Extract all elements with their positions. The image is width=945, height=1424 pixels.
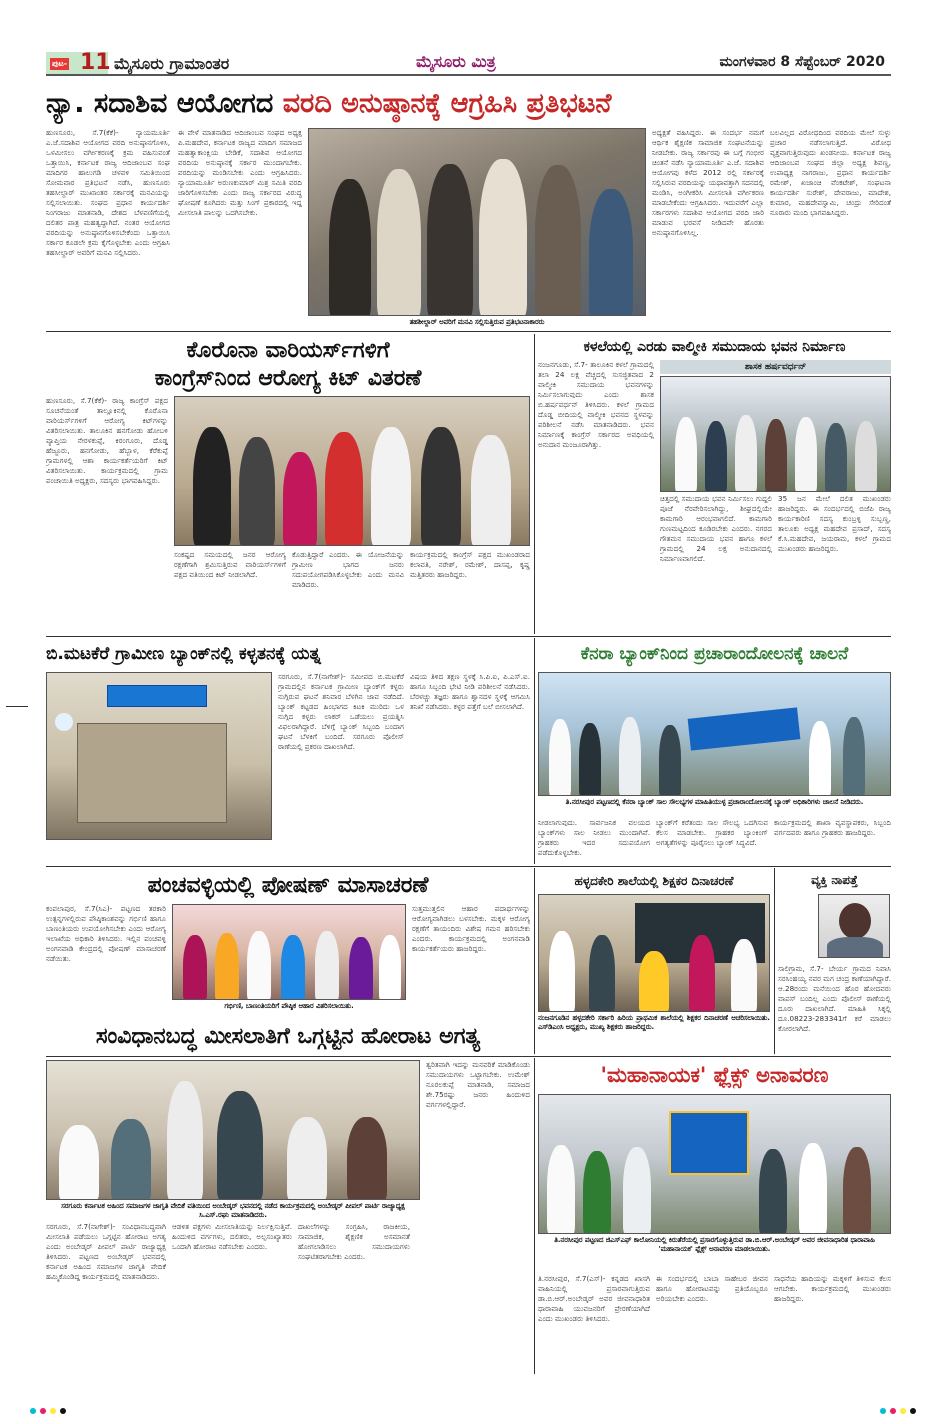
lead-headline bbox=[46, 84, 891, 124]
canara-headline: ಕೆನರಾ ಬ್ಯಾಂಕ್‌ನಿಂದ ಪ್ರಚಾರಾಂದೋಲನಕ್ಕೆ ಚಾಲನೆ bbox=[580, 644, 849, 664]
lead-photo bbox=[308, 128, 646, 316]
divider bbox=[774, 868, 775, 1054]
registration-dot bbox=[60, 1408, 66, 1414]
registration-dot bbox=[890, 1408, 896, 1414]
canara-photo-caption: ತಿ.ನರಸೀಪುರ ಪಟ್ಟಣದಲ್ಲಿ ಕೆನರಾ ಬ್ಯಾಂಕ್ ಸಾಲ ಸೌಲಭ್ಯಗಳ ಮಾಹಿತಿಯುಳ್ಳ ಪ್ರಚಾರಾಂದೋಲನಕ್ಕೆ ಬ್ಯಾಂಕ್ ಅಧಿಕಾರಿಗಳು ಚಾಲನೆ ನೀಡಿದರು. bbox=[565, 798, 864, 806]
registration-dot bbox=[900, 1408, 906, 1414]
canara-photo bbox=[538, 672, 891, 796]
page-number-badge bbox=[46, 50, 111, 75]
flex-photo-caption: ತಿ.ನರಸೀಪುರ ಪಟ್ಟಣದ ಜಿಎಸ್‌ಎಫ್ ಕಾಲೋನಿಯಲ್ಲಿ ಕಿರುತೆರೆಯಲ್ಲಿ ಪ್ರಸಾರಗೊಳ್ಳುತ್ತಿರುವ ಡಾ.ಬಿ.ಆರ್.ಅಂಬೇಡ್ಕರ್ ಅವರ ಜೀವನಾಧಾರಿತ ಧಾರಾವಾಹಿ 'ಮಹಾನಾಯಕ' ಫ್ಲೆಕ್ಸ್ ಅನಾವರಣ ಮಾಡಲಾಯಿತು. bbox=[554, 1236, 875, 1253]
corona-col-bottom3: ಕಾರ್ಯಕ್ರಮದಲ್ಲಿ ಕಾಂಗ್ರೆಸ್ ಪಕ್ಷದ ಮುಖಂಡರಾದ ಕಲಾವತಿ, ನರೇಶ್, ರಮೇಶ್, ದಾಸಪ್ಪ, ಕೃಷ್ಣ ಮತ್ತಿತರರು ಹಾಜರಿದ್ದರು. bbox=[410, 550, 530, 579]
page-num: 11 bbox=[80, 50, 111, 75]
divider bbox=[534, 1058, 535, 1374]
reservation-photo-caption: ಸರಗೂರು ಕರ್ನಾಟಕ ಅಹಿಂದ ಸಮಾಜಗಳ ಜಾಗೃತಿ ವೇದಿಕೆ ವತಿಯಿಂದ ಅಂಬೇಡ್ಕರ್ ಭವನದಲ್ಲಿ ನಡೆದ ಕಾರ್ಯಕ್ರಮದಲ್ಲಿ ಅಂಬೇಡ್ಕರ್ ಪೀಪಲ್ ಪಾರ್ಟಿ ರಾಜ್ಯಾಧ್ಯಕ್ಷ ಸಿ.ಎಸ್.ರಘು ಮಾತನಾಡಿದರು. bbox=[61, 1202, 405, 1219]
missing-text: ಸಾಲಿಗ್ರಾಮ, ಸೆ.7- ಬೇರ್ಯ ಗ್ರಾಮದ ನಿವಾಸಿ ಸರಸಿಂಹಯ್ಯ ನವರ ಮಗ ಚಂದ್ರ ಕಾಣೆಯಾಗಿದ್ದಾರೆ. ಆ.28ರಂದು ಮನೆಯಿಂದ ಹೊರ ಹೋದವರು ವಾಪಸ್ ಬಂದಿಲ್ಲ ಎಂದು ಪೊಲೀಸ್ ಠಾಣೆಯಲ್ಲಿ ದೂರು ದಾಖಲಾಗಿದೆ. ಮಾಹಿತಿ ಸಿಕ್ಕಲ್ಲಿ ದೂ.08223-283341ಗೆ ಕರೆ ಮಾಡಲು ಕೋರಲಾಗಿದೆ. bbox=[778, 964, 891, 1033]
poshan-headline: ಪಂಚವಳ್ಳಿಯಲ್ಲಿ ಪೋಷಣ್ ಮಾಸಾಚರಣೆ bbox=[147, 873, 429, 898]
reservation-col-right: ತ್ವರಿತವಾಗಿ ಇದನ್ನು ಮನವರಿಕೆ ಮಾಡಿಕೊಂಡು ಸಮುದಾಯಗಳು ಒಟ್ಟಾಗಬೇಕು. ಉಮೇಶ್ ನೂರಲಕುಪ್ಪೆ ಮಾತನಾಡಿ, ಸಮಾಜದ ಶೇ.75ರಷ್ಟು ಜನರು ಹಿಂದುಳಿದ ವರ್ಗಗಳಲ್ಲಿದ್ದಾರೆ. bbox=[426, 1060, 530, 1109]
poshan-col1: ಕಂಪಲಾಪುರ, ಸೆ.7(ಸಿಎ)- ಪಟ್ಟಣದ ತರಕಾರಿ ಉತ್ಪನ್ನಗಳಲ್ಲಿರುವ ಪೌಷ್ಠಿಕಾಂಶವನ್ನು ಗರ್ಭಿಣಿ ಹಾಗೂ ಬಾಣಂತಿಯರು ಉಪಯೋಗಿಸಬೇಕು ಎಂದು ಆರೋಗ್ಯ ಇಲಾಖೆಯ ಅಧಿಕಾರಿ ತಿಳಿಸಿದರು. ಇಲ್ಲಿನ ಪಂಚವಳ್ಳಿ ಅಂಗನವಾಡಿ ಕೇಂದ್ರದಲ್ಲಿ ಪೋಷಣ್ ಮಾಸಾಚರಣೆ ನಡೆಯಿತು. bbox=[46, 904, 166, 963]
section-name: ಮೈಸೂರು ಗ್ರಾಮಾಂತರ bbox=[114, 54, 230, 73]
missing-headline: ವ್ಯಕ್ತಿ ನಾಪತ್ತೆ bbox=[811, 873, 858, 887]
issue-date: ಮಂಗಳವಾರ 8 ಸೆಪ್ಟೆಂಬರ್ 2020 bbox=[719, 54, 885, 70]
lead-headline-part1: ನ್ಯಾ. ಸದಾಶಿವ ಆಯೋಗದ bbox=[46, 88, 283, 119]
flex-photo bbox=[538, 1094, 891, 1234]
kalale-subheading: ಶಾಸಕ ಹರ್ಷವರ್ಧನ್ bbox=[660, 360, 891, 374]
reservation-col1: ಸರಗೂರು, ಸೆ.7(ನಾಗೇಶ್)- ಸಂವಿಧಾನಬದ್ಧವಾಗಿ ಮೀಸಲಾತಿ ಪಡೆಯಲು ಒಗ್ಗಟ್ಟಿನ ಹೋರಾಟ ಅಗತ್ಯ ಎಂದು ಅಂಬೇಡ್ಕರ್ ಪೀಪಲ್ ಪಾರ್ಟಿ ರಾಜ್ಯಾಧ್ಯಕ್ಷ ತಿಳಿಸಿದರು. ಪಟ್ಟಣದ ಅಂಬೇಡ್ಕರ್ ಭವನದಲ್ಲಿ ಕರ್ನಾಟಕ ಅಹಿಂದ ಸಮಾಜಗಳ ಜಾಗೃತಿ ವೇದಿಕೆ ಹಮ್ಮಿಕೊಂಡಿದ್ದ ಕಾರ್ಯಕ್ರಮದಲ್ಲಿ ಮಾತನಾಡಿದರು. bbox=[46, 1222, 166, 1281]
divider bbox=[534, 868, 535, 1054]
divider bbox=[46, 1056, 891, 1057]
reservation-photo bbox=[46, 1060, 420, 1200]
divider bbox=[46, 866, 891, 867]
flex-col1: ತಿ.ನರಸೀಪುರ, ಸೆ.7(ಎಸ್)- ಕನ್ನಡದ ಖಾಸಗಿ ವಾಹಿನಿಯಲ್ಲಿ ಪ್ರಸಾರವಾಗುತ್ತಿರುವ ಡಾ.ಬಿ.ಆರ್.ಅಂಬೇಡ್ಕರ್ ಅವರ ಜೀವನಾಧಾರಿತ ಧಾರಾವಾಹಿ ಯುವಜನರಿಗೆ ಪ್ರೇರಣೆಯಾಗಿದೆ ಎಂದು ಮುಖಂಡರು ತಿಳಿಸಿದರು. bbox=[538, 1274, 650, 1323]
corona-photo bbox=[174, 396, 530, 546]
canara-col4: ಕಾರ್ಯಕ್ರಮದಲ್ಲಿ ಶಾಖಾ ವ್ಯವಸ್ಥಾಪಕರು, ಸಿಬ್ಬಂದಿ ವರ್ಗದವರು ಹಾಗೂ ಗ್ರಾಹಕರು ಹಾಜರಿದ್ದರು. bbox=[774, 818, 891, 837]
poshan-photo-caption: ಗರ್ಭಿಣಿ, ಬಾಣಂತಿಯರಿಗೆ ಪೌಷ್ಠಿಕ ಆಹಾರ ವಿತರಿಸಲಾಯಿತು. bbox=[224, 1002, 354, 1010]
registration-dot bbox=[40, 1408, 46, 1414]
reservation-headline: ಸಂವಿಧಾನಬದ್ಧ ಮೀಸಲಾತಿಗೆ ಒಗ್ಗಟ್ಟಿನ ಹೋರಾಟ ಅಗತ್ಯ bbox=[95, 1024, 481, 1049]
kalale-headline: ಕಳಲೆಯಲ್ಲಿ ಎರಡು ವಾಲ್ಮೀಕಿ ಸಮುದಾಯ ಭವನ ನಿರ್ಮಾಣ bbox=[583, 339, 846, 355]
lead-col3: ಅಧ್ಯಕ್ಷತೆ ವಹಿಸಿದ್ದರು. ಈ ಸಂದರ್ಭ ನಮಗೆ ಆರ್ಥಿಕ ಶೈಕ್ಷಣಿಕ ಸಾಮಾಜಿಕ ಸಂಘಟನೆಯನ್ನು ನೀಡಬೇಕು. ರಾಜ್ಯ ಸರ್ಕಾರವು ಈ ಬಗ್ಗೆ ಗಂಭೀರ ಚಿಂತನೆ ನಡೆಸಿ ನ್ಯಾಯಾಮೂರ್ತಿ ಎ.ಜೆ. ಸದಾಶಿವ ಆಯೋಗವು ಕಳೆದ 2012 ರಲ್ಲಿ ಸರ್ಕಾರಕ್ಕೆ ಸಲ್ಲಿಸಿರುವ ವರದಿಯನ್ನು ಯಥಾವತ್ತಾಗಿ ಸದನದಲ್ಲಿ ಮಂಡಿಸಿ, ಅಂಗೀಕರಿಸಿ ಮೀಸಲಾತಿ ವರ್ಗೀಕರಣ ಮಾಡಬೇಕೆಂದು ಆಗ್ರಹಿಸಿದರು. ಇದುವರೆಗೆ ಎಲ್ಲಾ ಸರ್ಕಾರಗಳು ಸದಾಶಿವ ಆಯೋಗದ ವರದಿ ಜಾರಿ ಮಾಡುವ ಭರವಸೆ ನೀಡಿದವೇ ಹೊರತು ಅನುಷ್ಠಾನಗೊಳಿಸಿಲ್ಲ. bbox=[652, 128, 764, 237]
corona-col-left: ಹುಣಸೂರು, ಸೆ.7(ಕೆಕೆ)- ರಾಜ್ಯ ಕಾಂಗ್ರೆಸ್ ಪಕ್ಷದ ಸೂಚನೆಯಂತೆ ತಾಲ್ಲೂಕಿನಲ್ಲಿ ಕೊರೊನಾ ವಾರಿಯರ್ಸ್‌ಗಳಿಗೆ ಆರೋಗ್ಯ ಕಿಟ್‌ಗಳನ್ನು ವಿತರಿಸಲಾಯಿತು. ತಾಲೂಕಿನ ಹನಗೋಡು ಹೋಬಳಿ ವ್ಯಾಪ್ತಿಯ ನೇರಳಕುಪ್ಪೆ, ಕಿರಂಗೂರು, ದೊಡ್ಡ ಹೆಜ್ಜೂರು, ಹನಗೋಡು, ಹೆಬ್ಬಾಳ, ಕೆರೆಕುಪ್ಪೆ ಗ್ರಾಮಗಳಲ್ಲಿ ಆಶಾ ಕಾರ್ಯಕರ್ತೆಯರಿಗೆ ಕಿಟ್ ವಿತರಿಸಲಾಯಿತು. ಕಾರ್ಯಕ್ರಮದಲ್ಲಿ ಗ್ರಾಮ ಪಂಚಾಯಿತಿ ಅಧ್ಯಕ್ಷರು, ಸದಸ್ಯರು ಭಾಗವಹಿಸಿದ್ದರು. bbox=[46, 396, 168, 485]
page-label: ಪುಟ- bbox=[52, 59, 68, 68]
kalale-col1: ನಂಜನಗೂಡು, ಸೆ.7- ತಾಲೂಕಿನ ಕಳಲೆ ಗ್ರಾಮದಲ್ಲಿ ತಲಾ 24 ಲಕ್ಷ ವೆಚ್ಚದಲ್ಲಿ ಸುಸಜ್ಜಿತವಾದ 2 ವಾಲ್ಮೀಕಿ ಸಮುದಾಯ ಭವನಗಳನ್ನು ನಿರ್ಮಿಸಲಾಗುವುದು ಎಂದು ಶಾಸಕ ಬಿ.ಹರ್ಷವರ್ಧನ್ ತಿಳಿಸಿದರು. ಕಳಲೆ ಗ್ರಾಮದ ದೊಡ್ಡ ಬೀದಿಯಲ್ಲಿ ವಾಲ್ಮೀಕಿ ಭವನದ ಸ್ಥಳವನ್ನು ಪರಿಶೀಲನೆ ನಡೆಸಿ ಮಾತನಾಡಿದರು. ಭವನ ನಿರ್ಮಾಣಕ್ಕೆ ಕಾಂಗ್ರೆಸ್ ಸರ್ಕಾರದ ಅವಧಿಯಲ್ಲಿ ಅನುದಾನ ಮಂಜೂರಾಗಿತ್ತು. bbox=[538, 360, 654, 449]
teachers-caption: ನಂಜನಗೂಡಿನ ಹಳ್ಳದಕೇರಿ ಸರ್ಕಾರಿ ಹಿರಿಯ ಪ್ರಾಥಮಿಕ ಶಾಲೆಯಲ್ಲಿ ಶಿಕ್ಷಕರ ದಿನಾಚರಣೆ ಆಚರಿಸಲಾಯಿತು. ಎಸ್‌ಡಿಎಂಸಿ ಅಧ್ಯಕ್ಷರು, ಮುಖ್ಯ ಶಿಕ್ಷಕರು ಹಾಜರಿದ್ದರು. bbox=[538, 1014, 770, 1031]
poshan-col2: ಸುತ್ತಮುತ್ತಲಿನ ಆಹಾರ ಪದಾರ್ಥಗಳನ್ನು ಆರೋಗ್ಯವಾಗಿಡಲು ಬಳಸಬೇಕು. ಮಕ್ಕಳ ಆರೋಗ್ಯ ರಕ್ಷಣೆಗೆ ತಾಯಂದಿರು ವಿಶೇಷ ಗಮನ ಹರಿಸಬೇಕು ಎಂದರು. ಕಾರ್ಯಕ್ರಮದಲ್ಲಿ ಅಂಗನವಾಡಿ ಕಾರ್ಯಕರ್ತೆಯರು ಹಾಜರಿದ್ದರು. bbox=[412, 904, 530, 953]
divider bbox=[534, 638, 535, 864]
bmatakere-col2: ವಿಷಯ ತಿಳಿದ ತಕ್ಷಣ ಸ್ಥಳಕ್ಕೆ ಸಿ.ಪಿ.ಐ, ಪಿ.ಎಸ್.ಐ. ಹಾಗೂ ಸಿಬ್ಬಂದಿ ಭೇಟಿ ನೀಡಿ ಪರಿಶೀಲನೆ ನಡೆಸಿದರು. ಬೆರಳಚ್ಚು ತಜ್ಞರು ಹಾಗೂ ಶ್ವಾನದಳ ಸ್ಥಳಕ್ಕೆ ಆಗಮಿಸಿ ತನಿಖೆ ನಡೆಸಿದರು. ಕಳ್ಳರ ಪತ್ತೆಗೆ ಬಲೆ ಬೀಸಲಾಗಿದೆ. bbox=[410, 672, 530, 711]
corona-headline-2: ಕಾಂಗ್ರೆಸ್‌ನಿಂದ ಆರೋಗ್ಯ ಕಿಟ್ ವಿತರಣೆ bbox=[154, 366, 422, 391]
registration-dot bbox=[30, 1408, 36, 1414]
teachers-headline: ಹಳ್ಳದಕೇರಿ ಶಾಲೆಯಲ್ಲಿ ಶಿಕ್ಷಕರ ದಿನಾಚರಣೆ bbox=[574, 874, 734, 888]
lead-col1: ಹುಣಸೂರು, ಸೆ.7(ಕೆಕೆ)- ನ್ಯಾಯಮೂರ್ತಿ ಎ.ಜೆ.ಸದಾಶಿವ ಆಯೋಗದ ವರದಿ ಅನುಷ್ಠಾನಗೊಳಿಸಿ, ಒಳಮೀಸಲು ವರ್ಗೀಕರಣಕ್ಕೆ ಕ್ರಮ ವಹಿಸುವಂತೆ ಒತ್ತಾಯಿಸಿ, ಕರ್ನಾಟಕ ರಾಜ್ಯ ಆದಿಜಾಂಬವ ಸಂಘ ಮಾದಿಗರ ಹಾಲುಗಡಿ ಚಳವಳಿ ಸಮಿತಿಯಿಂದ ಸೋಮವಾರ ಪ್ರತಿಭಟನೆ ನಡೆಸಿ, ಹುಣಸೂರು ತಹಸೀಲ್ದಾರ್ ಮುಖಾಂತರ ಸರ್ಕಾರಕ್ಕೆ ಮನವಿಯನ್ನು ಸಲ್ಲಿಸಲಾಯಿತು. ಸಂಘದ ಪ್ರಧಾನ ಕಾರ್ಯದರ್ಶಿ ನಿಂಗರಾಜು ಮಾತನಾಡಿ, ದೇಶದ ಬೆಳವಣಿಗೆಯಲ್ಲಿ ದಲಿತರ ಪಾತ್ರ ಮಹತ್ವದ್ದಾಗಿದೆ. ನಂತರ ಆಯೋಗದ ವರದಿಯನ್ನು ಅನುಷ್ಠಾನಗೊಳಿಸಬೇಕೆಂದು ಒತ್ತಾಯಿಸಿ ಸರ್ಕಾರ ಕೂಡಲೇ ಕ್ರಮ ಕೈಗೊಳ್ಳಬೇಕು ಎಂದು ಆಗ್ರಹಿಸಿ ತಹಸೀಲ್ದಾರ್ ಅವರಿಗೆ ಮನವಿ ಸಲ್ಲಿಸಿದರು. bbox=[46, 128, 170, 257]
divider bbox=[46, 636, 891, 637]
registration-mark bbox=[6, 706, 28, 707]
teachers-photo bbox=[538, 894, 770, 1012]
canara-col2: ನೀಡಲಾಗುವುದು. ಸಾರ್ವಜನಿಕ ವಲಯದ ಬ್ಯಾಂಕ್‌ಗಳು ಸಾಲ ನೀಡಲು ಮುಂದಾಗಿವೆ. ಗ್ರಾಹಕರು ಇದರ ಸದುಪಯೋಗ ಪಡೆದುಕೊಳ್ಳಬೇಕು. bbox=[538, 818, 650, 857]
canara-col3: ಬ್ಯಾಂಕ್‌ಗೆ ಕರೆತಂದು ಸಾಲ ಸೌಲಭ್ಯ ಒದಗಿಸುವ ಕೆಲಸ ಮಾಡಬೇಕು. ಗ್ರಾಹಕರ ಬ್ಯಾಂಕಿಂಗ್ ಅಗತ್ಯತೆಗಳನ್ನು ಪೂರೈಸಲು ಬ್ಯಾಂಕ್ ಸಿದ್ಧವಿದೆ. bbox=[656, 818, 768, 847]
corona-headline-1: ಕೊರೊನಾ ವಾರಿಯರ್ಸ್‌ಗಳಿಗೆ bbox=[186, 338, 390, 363]
paper-name: ಮೈಸೂರು ಮಿತ್ರ bbox=[416, 52, 496, 71]
lead-headline-part2: ವರದಿ ಅನುಷ್ಠಾನಕ್ಕೆ ಆಗ್ರಹಿಸಿ ಪ್ರತಿಭಟನೆ bbox=[282, 88, 612, 119]
registration-dot bbox=[910, 1408, 916, 1414]
registration-dot bbox=[880, 1408, 886, 1414]
corona-col-bottom2: ಕೊಡುತ್ತಿದ್ದಾರೆ ಎಂದರು. ಈ ಯೋಜನೆಯನ್ನು ಗ್ರಾಮೀಣ ಭಾಗದ ಜನರು ಸದುಪಯೋಗಪಡಿಸಿಕೊಳ್ಳಬೇಕು ಎಂದು ಮನವಿ ಮಾಡಿದರು. bbox=[292, 550, 404, 589]
divider bbox=[46, 331, 891, 332]
corona-col-bottom1: ಸಂಕಷ್ಟದ ಸಮಯದಲ್ಲಿ ಜನರ ಆರೋಗ್ಯ ರಕ್ಷಣೆಗಾಗಿ ಶ್ರಮಿಸುತ್ತಿರುವ ವಾರಿಯರ್ಸ್‌ಗಳಿಗೆ ಪಕ್ಷದ ವತಿಯಿಂದ ಕಿಟ್ ನೀಡಲಾಗಿದೆ. bbox=[174, 550, 286, 579]
masthead bbox=[46, 52, 891, 76]
kalale-col3: 35 ಜನ ಮೇಲೆ ದಲಿತ ಮುಖಂಡರು ಹಾಜರಿದ್ದರು. ಈ ಸಂದರ್ಭದಲ್ಲಿ ಬಿಜೆಪಿ ರಾಜ್ಯ ಕಾರ್ಯಕಾರಿಣಿ ಸದಸ್ಯ ಕುಂಬ್ರಳ್ಳಿ ಸುಬ್ಬಣ್ಣ, ತಾಲೂಕು ಅಧ್ಯಕ್ಷ ಮಹದೇವ ಪ್ರಸಾದ್, ಸದಸ್ಯ ಕೆ.ಸಿ.ಮಹದೇವ, ಜಯರಾಮ, ಕಳಲೆ ಗ್ರಾಮದ ಮುಖಂಡರು ಹಾಜರಿದ್ದರು. bbox=[778, 494, 891, 553]
kalale-col2: ಚಿತ್ತದಲ್ಲಿ ಸಮುದಾಯ ಭವನ ನಿರ್ಮಿಸಲು ಗುದ್ದಲಿ ಪೂಜೆ ನೆರವೇರಿಸಲಾಗಿದ್ದು, ಶೀಘ್ರದಲ್ಲಿಯೇ ಕಾಮಗಾರಿ ಆರಂಭವಾಗಲಿದೆ. ಕಾಮಗಾರಿ ಗುಣಮಟ್ಟದಿಂದ ಕೂಡಿರಬೇಕು ಎಂದರು. ನಗರದ ಗೌತಮನ ಸಮುದಾಯ ಭವನ ಹಾಗೂ ಕಳಲೆ ಗ್ರಾಮದಲ್ಲಿ 24 ಲಕ್ಷ ಅನುದಾನದಲ್ಲಿ ನಿರ್ಮಾಣವಾಗಲಿದೆ. bbox=[660, 494, 772, 563]
reservation-col3: ದಾಖಲೆಗಳನ್ನು ಸಂಗ್ರಹಿಸಿ, ರಾಜಕೀಯ, ಸಾಮಾಜಿಕ, ಶೈಕ್ಷಣಿಕ ಅಸಮಾನತೆ ಹೋಗಲಾಡಿಸಲು ಸಮುದಾಯಗಳು ಸಂಘಟಿತರಾಗಬೇಕು ಎಂದರು. bbox=[298, 1222, 410, 1261]
kalale-photo bbox=[660, 376, 891, 492]
flex-col3: ಸಾಧನೆಯ ಹಾದಿಯನ್ನು ಮಕ್ಕಳಿಗೆ ತಿಳಿಸುವ ಕೆಲಸ ಆಗಬೇಕು. ಕಾರ್ಯಕ್ರಮದಲ್ಲಿ ಮುಖಂಡರು ಹಾಜರಿದ್ದರು. bbox=[774, 1274, 891, 1303]
lead-col4: ಬಲವಿಲ್ಲದ ವಿರೋಧದಿಂದ ವರದಿಯ ಮೇಲೆ ಸುಳ್ಳು ಪ್ರಚಾರ ನಡೆಸಲಾಗುತ್ತಿದೆ. ವಿರೋಧ ವ್ಯಕ್ತವಾಗುತ್ತಿರುವುದು ಖಂಡನೀಯ. ಕರ್ನಾಟಕ ರಾಜ್ಯ ಆದಿಜಾಂಬವ ಸಂಘದ ಜಿಲ್ಲಾ ಅಧ್ಯಕ್ಷ ಶಿವಣ್ಣ, ಉಪಾಧ್ಯಕ್ಷ ನಾಗರಾಜು, ಪ್ರಧಾನ ಕಾರ್ಯದರ್ಶಿ ರಮೇಶ್, ಖಜಾಂಚಿ ವೆಂಕಟೇಶ್, ಸಂಘಟನಾ ಕಾರ್ಯದರ್ಶಿ ಸುರೇಶ್, ದೇವರಾಜು, ಮಾದೇಶ, ಕುಮಾರ, ಮಹದೇವಸ್ವಾಮಿ, ಚಂದ್ರು ಸೇರಿದಂತೆ ನೂರಾರು ಮಂದಿ ಭಾಗವಹಿಸಿದ್ದರು. bbox=[770, 128, 891, 217]
registration-dot bbox=[50, 1408, 56, 1414]
flex-col2: ಈ ಸಂದರ್ಭದಲ್ಲಿ ಬಾಬಾ ಸಾಹೇಬರ ಜೀವನ ಹಾಗೂ ಹೋರಾಟವನ್ನು ಪ್ರತಿಯೊಬ್ಬರೂ ಅರಿಯಬೇಕು ಎಂದರು. bbox=[656, 1274, 768, 1303]
bmatakere-col1: ಸರಗೂರು, ಸೆ.7(ನಾಗೇಶ್)- ಸಮೀಪದ ಬಿ.ಮಟಕೆರೆ ಗ್ರಾಮದಲ್ಲಿನ ಕರ್ನಾಟಕ ಗ್ರಾಮೀಣ ಬ್ಯಾಂಕ್‌ಗೆ ಕಳ್ಳರು ನುಗ್ಗಿರುವ ಘಟನೆ ಶನಿವಾರ ಬೆಳಗಿನ ಜಾವ ನಡೆದಿದೆ. ಬ್ಯಾಂಕ್ ಕಟ್ಟಡದ ಹಿಂಭಾಗದ ಕಿಟಕಿ ಮುರಿದು ಒಳ ನುಗ್ಗಿದ ಕಳ್ಳರು ಲಾಕರ್ ಒಡೆಯಲು ಪ್ರಯತ್ನಿಸಿ ವಿಫಲರಾಗಿದ್ದಾರೆ. ಬೆಳಿಗ್ಗೆ ಬ್ಯಾಂಕ್ ಸಿಬ್ಬಂದಿ ಬಂದಾಗ ಘಟನೆ ಬೆಳಕಿಗೆ ಬಂದಿದೆ. ಸರಗೂರು ಪೊಲೀಸ್ ಠಾಣೆಯಲ್ಲಿ ಪ್ರಕರಣ ದಾಖಲಾಗಿದೆ. bbox=[278, 672, 404, 751]
lead-col2: ಈ ವೇಳೆ ಮಾತನಾಡಿದ ಆದಿಜಾಂಬವ ಸಂಘದ ಅಧ್ಯಕ್ಷ ಪಿ.ಮಹದೇವ, ಕರ್ನಾಟಕ ರಾಜ್ಯದ ಮಾದಿಗ ಸಮಾಜದ ಮಹತ್ವಾಕಾಂಕ್ಷಿಯ ಬೇಡಿಕೆ, ಸದಾಶಿವ ಆಯೋಗದ ವರದಿಯ ಅನುಷ್ಠಾನಕ್ಕೆ ಸರ್ಕಾರ ಮುಂದಾಗಬೇಕು. ವರದಿಯನ್ನು ಮಂಡಿಸಬೇಕು ಎಂದು ಆಗ್ರಹಿಸಿದರು. ನ್ಯಾಯಾಮೂರ್ತಿ ಅರುಣಕುಮಾರ್ ಮಿಶ್ರ ಸಮಿತಿ ವರದಿ ಜಾರಿಗೊಳಿಸಬೇಕು ಎಂದು ರಾಜ್ಯ ಸರ್ಕಾರದ ವಿರುದ್ಧ ಘೋಷಣೆ ಕೂಗಿದರು ಮತ್ತು ಸಿಂಗ್ ಪ್ರಕಾರದಲ್ಲಿ ಇದ್ದ ಮೀಸಲಾತಿ ಪಾಲನ್ನು ಒದಗಿಸಬೇಕು. bbox=[178, 128, 302, 217]
lead-photo-caption: ತಹಶೀಲ್ದಾರ್ ಅವರಿಗೆ ಮನವಿ ಸಲ್ಲಿಸುತ್ತಿರುವ ಪ್ರತಿಭಟನಾಕಾರರು bbox=[409, 318, 545, 326]
bmatakere-headline: ಬಿ.ಮಟಕೆರೆ ಗ್ರಾಮೀಣ ಬ್ಯಾಂಕ್‌ನಲ್ಲಿ ಕಳ್ಳತನಕ್ಕೆ ಯತ್ನ bbox=[46, 644, 321, 664]
divider bbox=[534, 334, 535, 634]
poshan-photo bbox=[172, 904, 406, 1000]
bmatakere-photo bbox=[46, 672, 272, 840]
reservation-col2: ಆಡಳಿತ ಪಕ್ಷಗಳು ಮೀಸಲಾತಿಯನ್ನು ನಿರ್ಲಕ್ಷಿಸುತ್ತಿವೆ. ಹಿಂದುಳಿದ ವರ್ಗಗಳು, ದಲಿತರು, ಅಲ್ಪಸಂಖ್ಯಾತರು ಒಂದಾಗಿ ಹೋರಾಟ ನಡೆಸಬೇಕು ಎಂದರು. bbox=[172, 1222, 292, 1251]
flex-headline: 'ಮಹಾನಾಯಕ' ಫ್ಲೆಕ್ಸ್ ಅನಾವರಣ bbox=[600, 1063, 829, 1087]
